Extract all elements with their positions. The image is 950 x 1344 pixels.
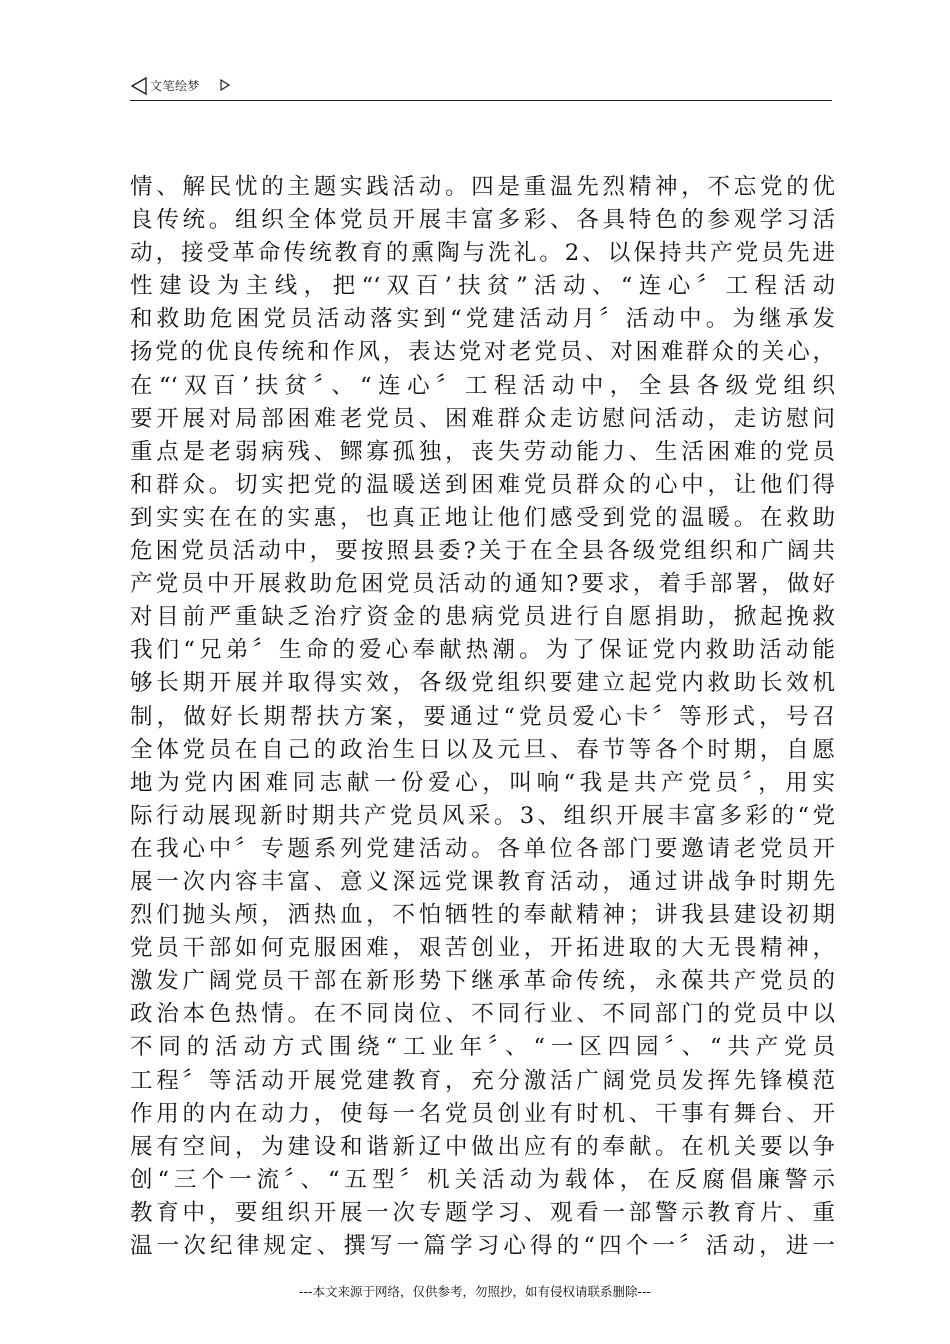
text-line: 在“‘双百’扶贫〞、“连心〞工程活动中，全县各级党组织 bbox=[130, 372, 835, 399]
text-line: 烈们抛头颅，洒热血，不怕牺牲的奉献精神；讲我县建设初期 bbox=[130, 902, 835, 929]
text-line: 重点是老弱病残、鳏寡孤独，丧失劳动能力、生活困难的党员 bbox=[130, 438, 835, 465]
text-line: 温一次纪律规定、撰写一篇学习心得的“四个一〞活动，进一 bbox=[130, 1233, 835, 1259]
text-line: 教育中，要组织开展一次专题学习、观看一部警示教育片、重 bbox=[130, 1199, 835, 1226]
text-line: 我们“兄弟〞生命的爱心奉献热潮。为了保证党内救助活动能 bbox=[130, 637, 835, 664]
footer-notice: ---本文来源于网络，仅供参考，勿照抄，如有侵权请联系删除--- bbox=[298, 1284, 652, 1299]
text-line: 展一次内容丰富、意义深远党课教育活动，通过讲战争时期先 bbox=[130, 868, 835, 895]
text-line: 激发广阔党员干部在新形势下继承革命传统，永葆共产党员的 bbox=[130, 968, 835, 995]
text-line: 产党员中开展救助危困党员活动的通知?要求，着手部署，做好 bbox=[130, 571, 835, 598]
text-line: 良传统。组织全体党员开展丰富多彩、各具特色的参观学习活 bbox=[130, 207, 835, 234]
text-line: 展有空间，为建设和谐新辽中做出应有的奉献。在机关要以争 bbox=[130, 1133, 835, 1160]
text-line: 工程〞等活动开展党建教育，充分激活广阔党员发挥先锋模范 bbox=[130, 1067, 835, 1094]
text-line: 到实实在在的实惠，也真正地让他们感受到党的温暖。在救助 bbox=[130, 504, 835, 531]
text-line: 不同的活动方式围绕“工业年〞、“一区四园〞、“共产党员 bbox=[130, 1034, 835, 1061]
document-body bbox=[130, 171, 835, 1263]
text-line: 性建设为主线，把“‘双百’扶贫”活动、“连心〞工程活动 bbox=[130, 273, 835, 300]
text-line: 制，做好长期帮扶方案，要通过“党员爱心卡〞等形式，号召 bbox=[130, 703, 835, 730]
text-line: 际行动展现新时期共产党员风采。3、组织开展丰富多彩的“党 bbox=[130, 802, 835, 829]
triangle-left-icon bbox=[130, 77, 148, 95]
text-line: 对目前严重缺乏治疗资金的患病党员进行自愿捐助，掀起挽救 bbox=[130, 604, 835, 631]
text-line: 创“三个一流〞、“五型〞机关活动为载体，在反腐倡廉警示 bbox=[130, 1166, 835, 1193]
text-line: 够长期开展并取得实效，各级党组织要建立起党内救助长效机 bbox=[130, 670, 835, 697]
triangle-right-icon bbox=[220, 79, 230, 91]
text-line: 危困党员活动中，要按照县委?关于在全县各级党组织和广阔共 bbox=[130, 538, 835, 565]
text-line: 全体党员在自己的政治生日以及元旦、春节等各个时期，自愿 bbox=[130, 736, 835, 763]
page-header bbox=[130, 74, 832, 101]
text-line: 动，接受革命传统教育的熏陶与洗礼。2、以保持共产党员先进 bbox=[130, 240, 835, 267]
text-line: 党员干部如何克服困难，艰苦创业，开拓进取的大无畏精神， bbox=[130, 935, 835, 962]
header-brand: 文笔绘梦 bbox=[150, 79, 201, 93]
text-line: 和救助危困党员活动落实到“党建活动月〞活动中。为继承发 bbox=[130, 306, 835, 333]
text-line: 要开展对局部困难老党员、困难群众走访慰问活动，走访慰问 bbox=[130, 405, 835, 432]
text-line: 政治本色热情。在不同岗位、不同行业、不同部门的党员中以 bbox=[130, 1001, 835, 1028]
text-line: 扬党的优良传统和作风，表达党对老党员、对困难群众的关心， bbox=[130, 339, 835, 366]
text-line: 和群众。切实把党的温暖送到困难党员群众的心中，让他们得 bbox=[130, 471, 835, 498]
text-line: 地为党内困难同志献一份爱心，叫响“我是共产党员〞，用实 bbox=[130, 769, 835, 796]
text-line: 在我心中〞专题系列党建活动。各单位各部门要邀请老党员开 bbox=[130, 835, 835, 862]
text-line: 情、解民忧的主题实践活动。四是重温先烈精神，不忘党的优 bbox=[130, 174, 835, 200]
text-line: 作用的内在动力，使每一名党员创业有时机、干事有舞台、开 bbox=[130, 1100, 835, 1127]
